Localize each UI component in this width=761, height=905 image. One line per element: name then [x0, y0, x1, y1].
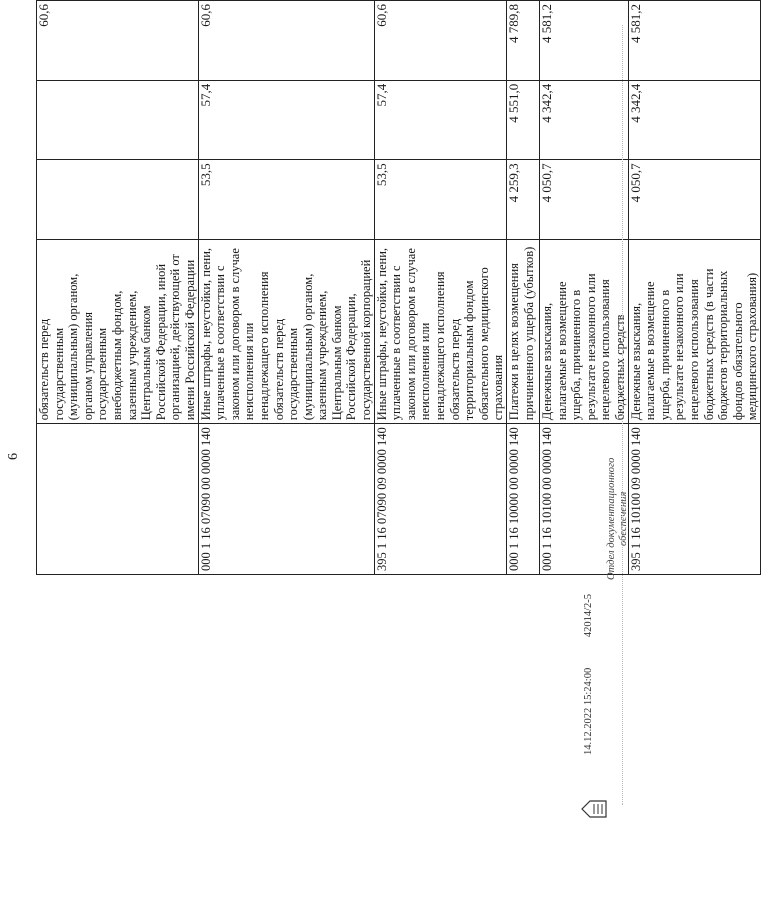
- row-description: Платежи в целях возмещения причиненного ущерба (убытков): [507, 240, 540, 424]
- table-row: [198, 1, 374, 575]
- row-value-3: 4 581,2: [628, 1, 760, 81]
- row-value-1: 4 050,7: [628, 160, 760, 240]
- row-description: Денежные взыскания, налагаемые в возмещение ущерба, причиненного в результате незаконного или нецелевого использования бюджетных средств: [540, 240, 629, 424]
- stamp-line-1: Отдел документационного: [606, 457, 617, 580]
- row-description: обязательств перед государственным (муниципальным) органом, органом управления государственным внебюджетным фондом, казенным учреждением, Центральным банком Российской Федерации, иной организацией, действующей от имени Российской Федерации: [37, 240, 199, 424]
- row-code: 000 1 16 07090 00 0000 140: [198, 424, 374, 575]
- row-code: 000 1 16 10100 00 0000 140: [540, 424, 629, 575]
- row-value-3: 60,6: [374, 1, 506, 81]
- row-description: Иные штрафы, неустойки, пени, уплаченные в соответствии с законом или договором в случае неисполнения или ненадлежащего исполнения обязательств перед территориальным фондом обязательного медицинского страхования: [374, 240, 506, 424]
- row-value-1: 4 259,3: [507, 160, 540, 240]
- row-value-2: 57,4: [198, 80, 374, 160]
- row-value-1: [37, 160, 199, 240]
- row-code: 395 1 16 07090 09 0000 140: [374, 424, 506, 575]
- stamp-line-2: обеспечения: [618, 491, 629, 546]
- table-row: [507, 1, 540, 575]
- footer: [583, 566, 594, 755]
- footer-doc-id: 42014/2-5: [583, 593, 594, 638]
- table-row: [374, 1, 506, 575]
- row-description: Иные штрафы, неустойки, пени, уплаченные в соответствии с законом или договором в случае неисполнения или ненадлежащего исполнения обязательств перед государственным (муниципальным) органом, казенным учреждением, Центральным банком Российской Федерации, государственной корпорацией: [198, 240, 374, 424]
- row-code: 395 1 16 10100 09 0000 140: [628, 424, 760, 575]
- row-value-1: 4 050,7: [540, 160, 629, 240]
- row-code: [37, 424, 199, 575]
- page-number: 6: [6, 453, 21, 460]
- logo-icon: [580, 797, 608, 821]
- table-row: [628, 1, 760, 575]
- row-value-2: 57,4: [374, 80, 506, 160]
- row-value-2: 4 551,0: [507, 80, 540, 160]
- department-stamp: [606, 458, 630, 580]
- row-code: 000 1 16 10000 00 0000 140: [507, 424, 540, 575]
- row-value-3: 4 581,2: [540, 1, 629, 81]
- row-description: Денежные взыскания, налагаемые в возмещение ущерба, причиненного в результате незаконного или нецелевого использования бюджетных средств (в части бюджетов территориальных фондов обязательного медицинского страхования): [628, 240, 760, 424]
- table-row: [37, 1, 199, 575]
- row-value-2: 4 342,4: [628, 80, 760, 160]
- row-value-3: 60,6: [198, 1, 374, 81]
- budget-table: [36, 0, 761, 575]
- row-value-3: 60,6: [37, 1, 199, 81]
- row-value-2: [37, 80, 199, 160]
- row-value-1: 53,5: [374, 160, 506, 240]
- row-value-2: 4 342,4: [540, 80, 629, 160]
- footer-date: 14.12.2022 15:24:00: [583, 667, 594, 755]
- margin-divider: [622, 25, 625, 805]
- row-value-1: 53,5: [198, 160, 374, 240]
- budget-table-body: [37, 1, 761, 575]
- row-value-3: 4 789,8: [507, 1, 540, 81]
